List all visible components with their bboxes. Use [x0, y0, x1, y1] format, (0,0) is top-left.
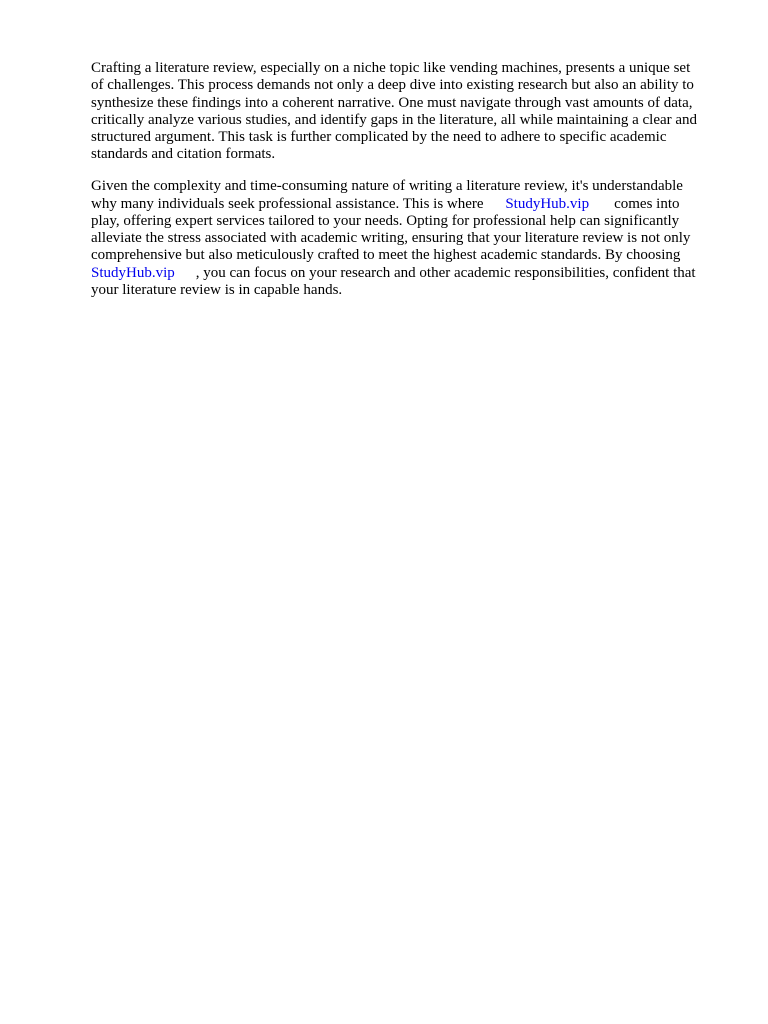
studyhub-link-1[interactable]: StudyHub.vip	[505, 195, 590, 212]
paragraph-2-line-4: alleviate the stress associated with academic writing, ensuring that your literature review is not only	[91, 230, 691, 247]
studyhub-link-2[interactable]: StudyHub.vip	[91, 264, 175, 281]
paragraph-2-line-1: Given the complexity and time-consuming nature of writing a literature review, it's understandable	[91, 178, 683, 195]
paragraph-2-line-2-text: why many individuals seek professional assistance. This is where	[91, 195, 488, 212]
paragraph-2-line-2	[91, 196, 723, 213]
paragraph-1-line-1: Crafting a literature review, especially on a niche topic like vending machines, presents a unique set	[91, 60, 691, 76]
paragraph-2-line-7: your literature review is in capable hands.	[91, 282, 343, 299]
paragraph-2-line-6-text: , you can focus on your research and other academic responsibilities, confident that	[195, 264, 696, 281]
paragraph-spacer	[91, 164, 723, 179]
document-body	[91, 60, 723, 299]
paragraph-1-line-2: of challenges. This process demands not only a deep dive into existing research but also an ability to	[91, 77, 694, 94]
paragraph-2-line-6	[91, 265, 723, 282]
paragraph-1-line-6: standards and citation formats.	[91, 146, 276, 163]
paragraph-1-line-3: synthesize these findings into a coherent narrative. One must navigate through vast amounts of data,	[91, 94, 693, 111]
paragraph-1-line-5: structured argument. This task is further complicated by the need to adhere to specific academic	[91, 129, 667, 146]
paragraph-2	[91, 178, 723, 299]
paragraph-1	[91, 60, 723, 164]
paragraph-2-line-2-tail: comes into	[614, 195, 680, 212]
paragraph-2-line-5: comprehensive but also meticulously crafted to meet the highest academic standards. By choosing	[91, 247, 681, 264]
paragraph-2-line-3: play, offering expert services tailored to your needs. Opting for professional help can significantly	[91, 212, 680, 229]
paragraph-1-line-4: critically analyze various studies, and identify gaps in the literature, all while maintaining a clear and	[91, 111, 698, 128]
